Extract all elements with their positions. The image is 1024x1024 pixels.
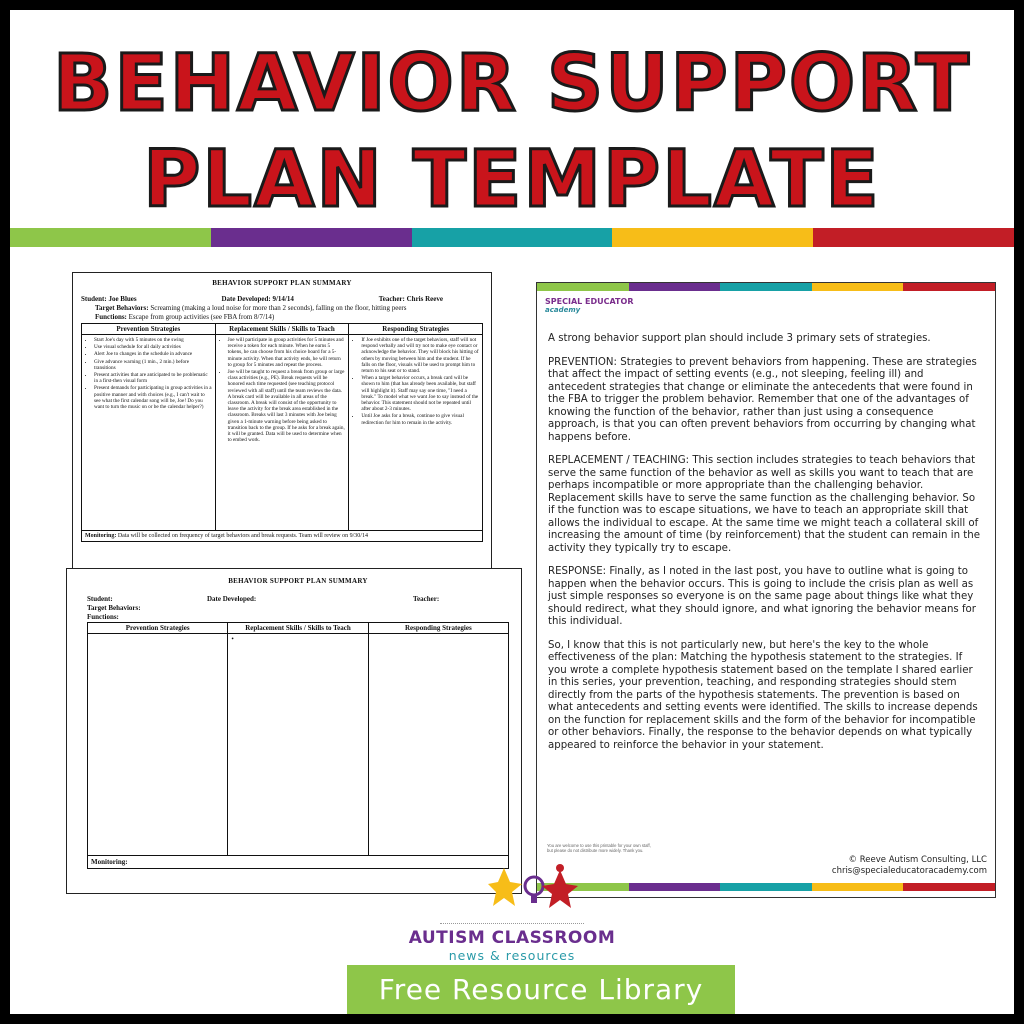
sea-body: [548, 333, 984, 763]
main-title-line2: PLAN TEMPLATE: [143, 135, 881, 225]
sea-closing: So, I know that this is not particularly new, but here's the key to the whole effectiveness of the plan: Matching the hypothesis statement to the strategies. If you wrote a complete hypothesis statement based on the template I shared earlier in this series, your prevention, teaching, and responding strategies should stem directly from the parts of the hypothesis statements. The prevention is based on what antecedents and setting events were identified. The skills to increase depends on the function for replacement skills and the form of the behavior for incompatible or other behaviors. Finally, the response to the behavior depends on what typically appeared to reinforce the behavior in your statement.: [548, 639, 978, 751]
blank-functions-label: Functions:: [87, 613, 119, 621]
list-item: • Present activities that are anticipated to be problematic in a first-then visual form: [94, 372, 212, 384]
sea-response-label: RESPONSE:: [548, 566, 607, 577]
blank-teacher-label: Teacher:: [413, 595, 440, 603]
target-value: Screaming (making a loud noise for more than 2 seconds), falling on the floor, hitting peers: [150, 304, 407, 312]
brand-name: AUTISM CLASSROOM: [408, 928, 616, 948]
sea-logo-line2: academy: [545, 306, 581, 314]
filled-plan-page: [72, 272, 492, 572]
list-item: • Give advance warning (1 min., 2 min.) before transitions: [94, 359, 212, 371]
sea-top-stripe: [537, 283, 995, 291]
brand-divider-top: [440, 923, 584, 924]
pin-image: [10, 10, 1014, 1014]
replacement-list: [219, 337, 346, 443]
blank-bullet: •: [231, 635, 234, 643]
blank-plan-page: [66, 568, 522, 894]
target-label: Target Behaviors:: [95, 304, 149, 312]
col-responding: Responding Strategies: [349, 324, 483, 335]
sea-intro: A strong behavior support plan should include 3 primary sets of strategies.: [548, 333, 931, 344]
sea-email: chris@specialeducatoracademy.com: [831, 866, 987, 876]
sea-logo: [545, 297, 633, 315]
list-item: • Present demands for participating in group activities in a positive manner and with choices (e.g., I can't wait to see what the first calendar song will be, Joe! Do you want to turn the music on or be the calendar helper?): [94, 385, 212, 410]
list-item: • Joe will be taught to request a break from group or large class activities (e.g., PE). Break requests will be honored each time requested (see teaching protocol reviewed with all staff) until the team reviews the data. A break card will be available in all areas of the classroom. A break will consist of the opportunity to leave the activity for the break area established in the classroom. Breaks will last 3 minutes with Joe being given a 1-minute warning before being asked to transition back to the group. If he asks for a break again, it will be granted. Data will be used to determine when to embed work.: [228, 369, 346, 443]
list-item: • When a target behavior occurs, a break card will be shown to him (that has already been available, but staff will highlight it). Staff may say one time, "I need a break." To model what we want Joe to say instead of the behavior. This statement should not be repeated until after about 2-3 minutes.: [361, 375, 479, 412]
sea-fine-print: You are welcome to use this printable for your own staff, but please do not distribute more widely. Thank you.: [547, 843, 651, 853]
brand-subtitle: news & resources: [448, 948, 576, 963]
blank-target-label: Target Behaviors:: [87, 604, 141, 612]
monitoring-label: Monitoring:: [85, 533, 117, 539]
people-logo-icon: [488, 862, 580, 920]
date-value: 9/14/14: [272, 295, 294, 303]
blank-plan-title: BEHAVIOR SUPPORT PLAN SUMMARY: [228, 577, 368, 585]
main-title-line1: BEHAVIOR SUPPORT: [53, 39, 971, 129]
functions-value: Escape from group activities (see FBA from 8/7/14): [128, 313, 275, 321]
free-resource-library-button[interactable]: Free Resource Library: [347, 965, 735, 1014]
list-item: • If Joe exhibits one of the target behaviors, staff will not respond verbally and will try not to make eye contact or acknowledge the behavior. They will block his hitting of others by moving between him and the student. If he falls on the floor, visuals will be used to prompt him to return to his seat or to stand.: [361, 337, 479, 374]
monitoring-value: Data will be collected on frequency of target behaviors and break requests. Team will review on 9/30/14: [117, 533, 368, 539]
list-item: • Start Joe's day with 5 minutes on the swing: [94, 337, 212, 343]
teacher-label: Teacher:: [378, 295, 405, 303]
sea-replacement-text: This section includes strategies to teach behaviors that serve the same function of the behavior as well as skills you want to teach that are perhaps incompatible or more appropriate than the challenging behavior. Replacement skills have to serve the same function as the challenging behavior. So if the function was to escape situations, we have to teach an appropriate skill that allows the individual to escape. At the same time we might teach a collateral skill of increasing the amount of time (by reinforcement) that the student can remain in the activity they typically try to escape.: [548, 455, 980, 554]
list-item: • Joe will participate in group activities for 5 minutes and receive a token for each minute. When he earns 5 tokens, he can choose from his choice board for a 5-minute activity. When that activity ends, he will return to group for 5 minutes and repeat the process.: [228, 337, 346, 368]
list-item: • Until Joe asks for a break, continue to give visual redirection for him to remain in the activity.: [361, 413, 479, 425]
sea-prevention-text: Strategies to prevent behaviors from happening. These are strategies that affect the impact of setting events (e.g., not sleeping, feeling ill) and antecedent strategies that change or eliminate the antecedents that were found in the FBA to trigger the problem behavior. Remember that one of the advantages of knowing the function of the behavior, rather than just using a consequence approach, is that you can often prevent behaviors from occurring by changing what happens before.: [548, 356, 977, 443]
sea-prevention-label: PREVENTION:: [548, 356, 617, 368]
sea-copyright: © Reeve Autism Consulting, LLC: [848, 855, 987, 865]
student-value: Joe Blues: [108, 295, 137, 303]
filled-plan-title: BEHAVIOR SUPPORT PLAN SUMMARY: [212, 279, 352, 287]
blank-plan-table: [87, 622, 509, 856]
prevention-list: [85, 337, 212, 410]
sea-copyright-block: [832, 855, 987, 877]
sea-article-page: [536, 282, 996, 898]
col-replacement: Replacement Skills / Skills to Teach: [215, 324, 349, 335]
sea-response-text: Finally, as I noted in the last post, you have to outline what is going to happen when the behavior occurs. This is going to include the crisis plan as well as just simple responses so everyone is on the same page about things like what they should redirect, what they should ignore, and what ignoring the behavior means for this individual.: [548, 566, 976, 627]
blank-col-replacement: Replacement Skills / Skills to Teach: [228, 623, 368, 634]
responding-list: [352, 337, 479, 426]
sea-prevention: [548, 357, 984, 445]
sea-replacement: [548, 455, 984, 555]
sea-bottom-stripe: [537, 883, 995, 891]
teacher-value: Chris Reeve: [406, 295, 443, 303]
sea-replacement-label: REPLACEMENT / TEACHING:: [548, 455, 690, 466]
blank-col-prevention: Prevention Strategies: [88, 623, 228, 634]
filled-monitoring: [81, 531, 483, 542]
col-prevention: Prevention Strategies: [82, 324, 216, 335]
sea-response: [548, 566, 984, 629]
color-stripe: [10, 228, 1014, 247]
blank-col-responding: Responding Strategies: [368, 623, 508, 634]
blank-date-label: Date Developed:: [207, 595, 257, 603]
functions-label: Functions:: [95, 313, 127, 321]
list-item: • Alert Joe to changes in the schedule in advance: [94, 351, 212, 357]
list-item: • Use visual schedule for all daily activities: [94, 344, 212, 350]
student-label: Student:: [81, 295, 107, 303]
date-label: Date Developed:: [221, 295, 271, 303]
filled-plan-table: [81, 323, 483, 531]
blank-monitoring-label: Monitoring:: [87, 856, 509, 869]
blank-student-label: Student:: [87, 595, 113, 603]
sea-logo-line1: SPECIAL EDUCATOR: [545, 297, 634, 306]
